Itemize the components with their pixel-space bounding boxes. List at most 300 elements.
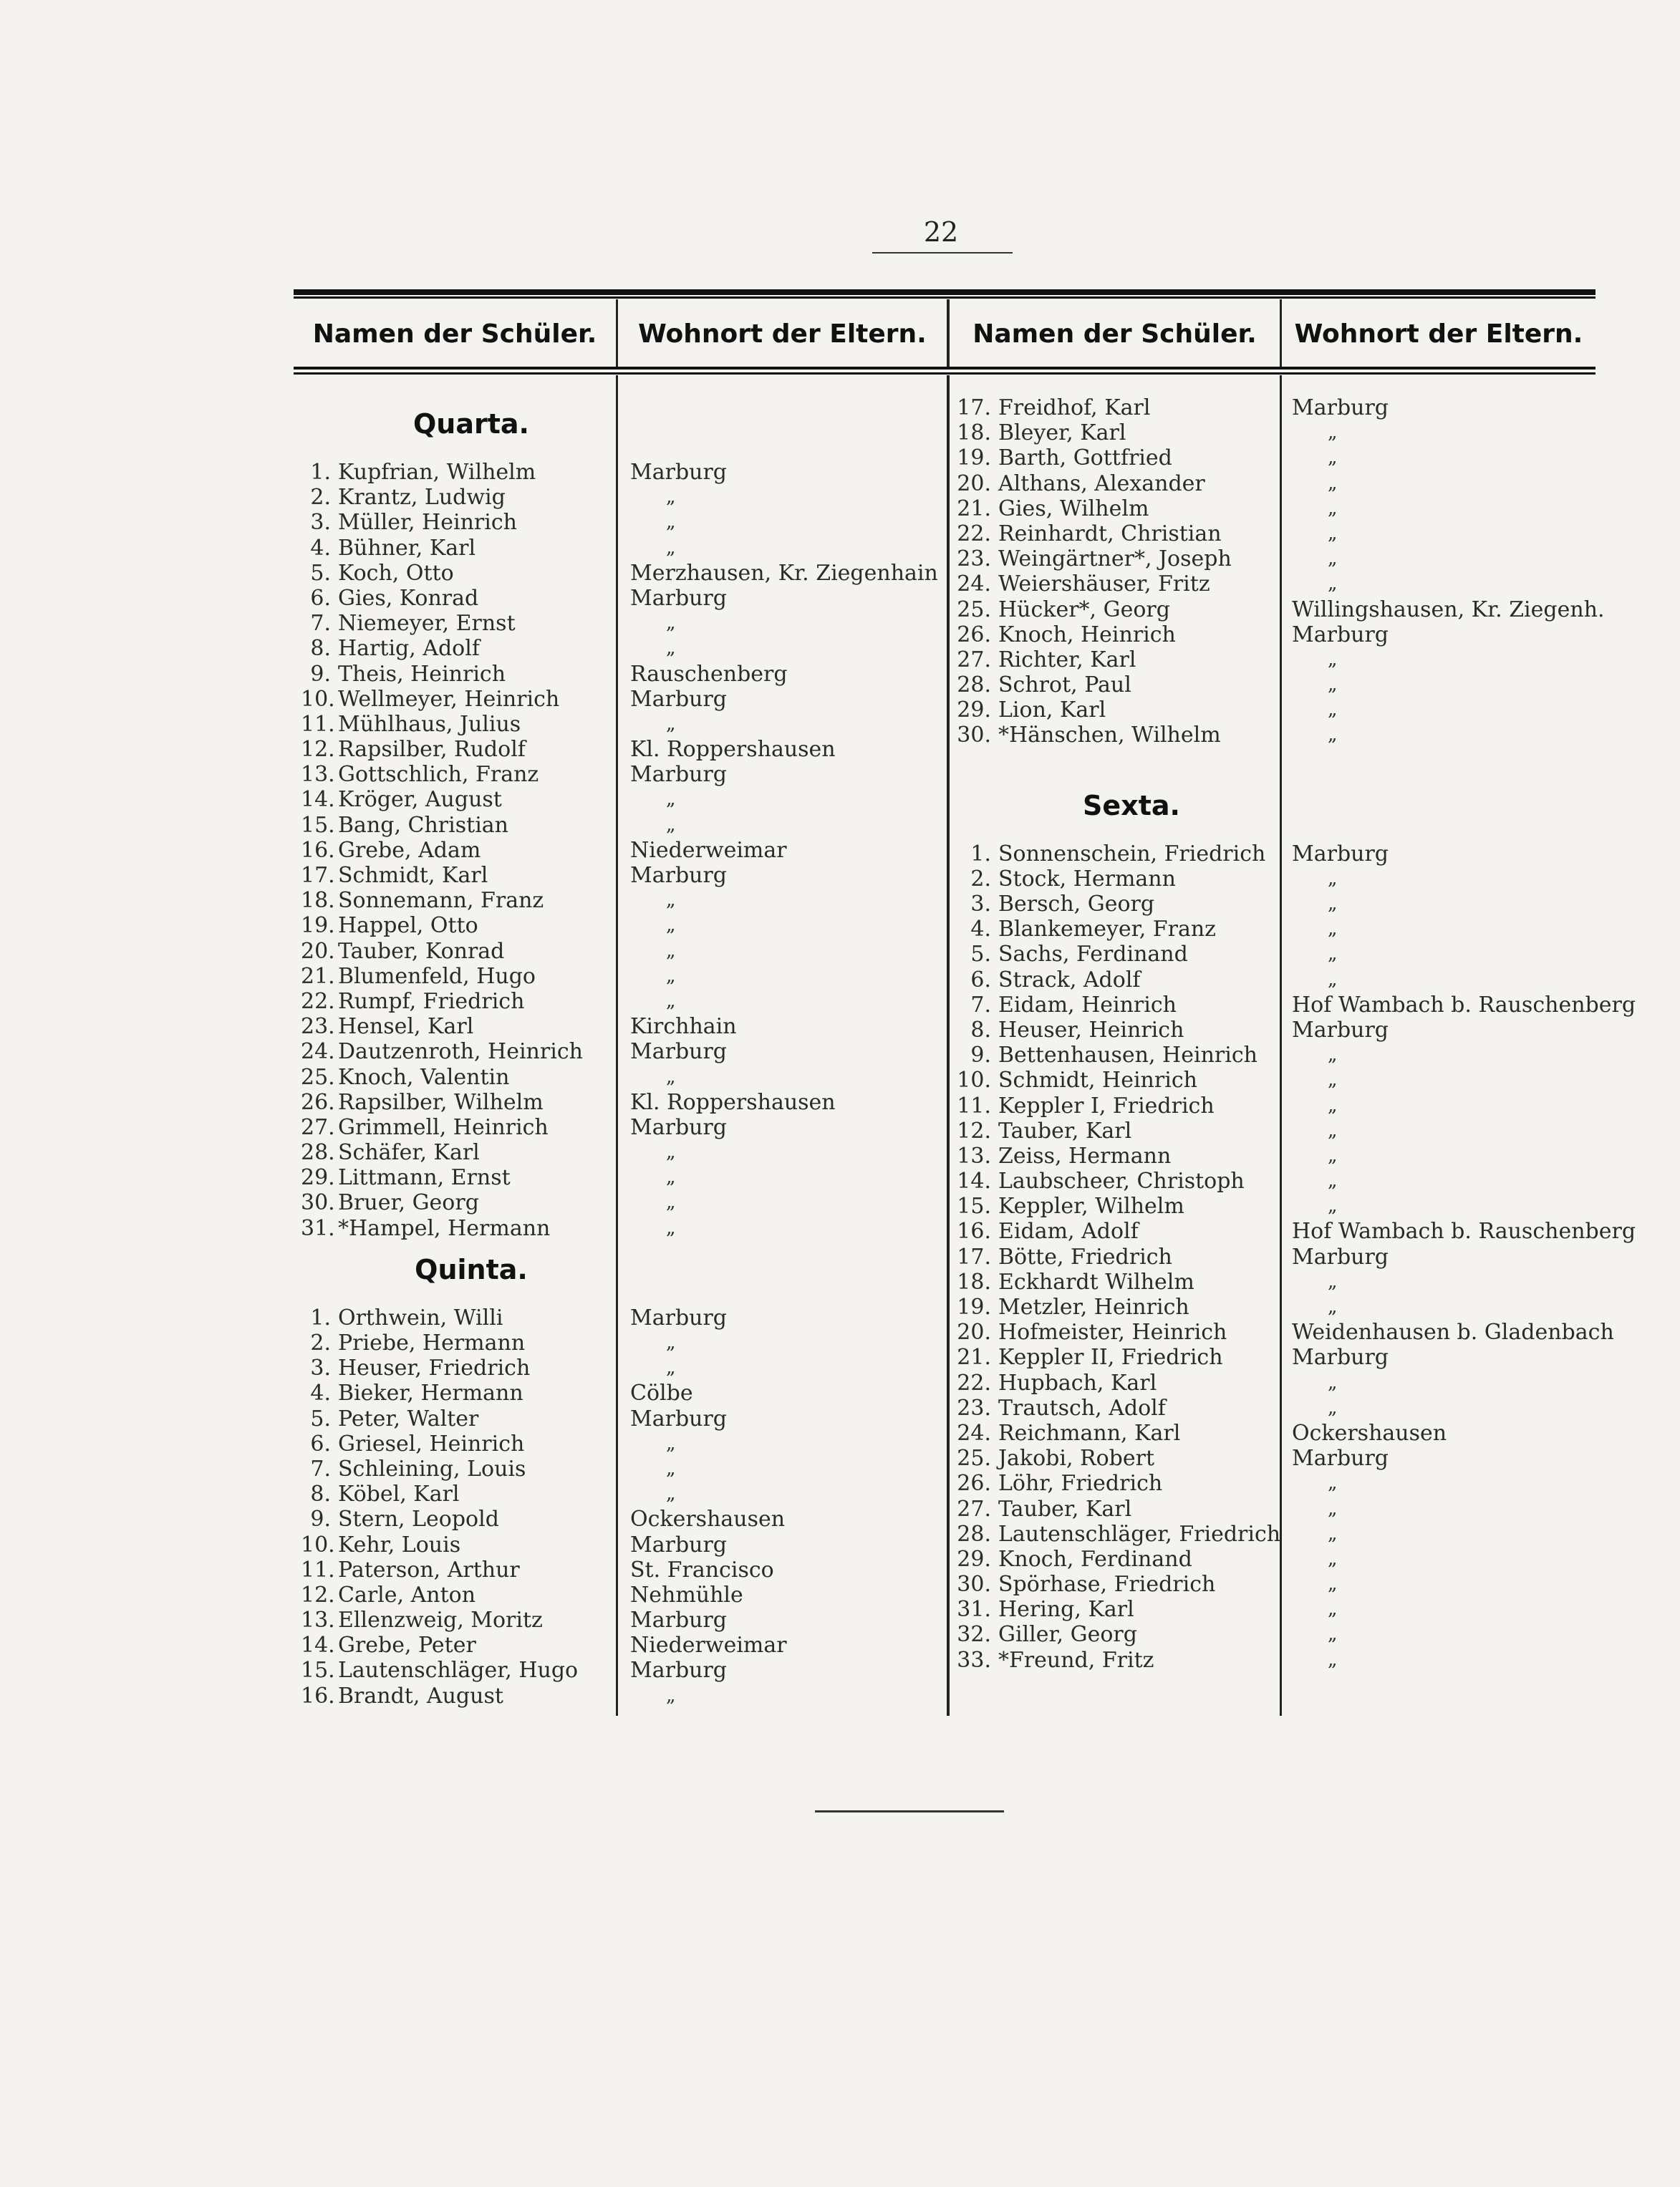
parent-residence: „ — [1328, 422, 1338, 444]
parent-residence: „ — [666, 1432, 676, 1454]
student-row — [301, 1140, 613, 1165]
student-number: 10. — [301, 686, 335, 712]
student-name: Blumenfeld, Hugo — [338, 963, 536, 989]
student-name: Carle, Anton — [338, 1582, 476, 1608]
student-name: Hartig, Adolf — [338, 636, 480, 662]
student-number: 25. — [301, 1064, 335, 1090]
student-number: 29. — [957, 697, 991, 723]
student-row — [955, 1572, 1279, 1597]
student-row — [301, 1432, 613, 1457]
student-number: 15. — [301, 812, 335, 838]
parent-residence: Willingshausen, Kr. Ziegenh. — [1292, 597, 1605, 622]
student-number: 8. — [970, 1017, 991, 1043]
student-number: 27. — [301, 1114, 335, 1140]
column-divider-center — [947, 375, 950, 1716]
student-name: Müller, Heinrich — [338, 510, 517, 536]
student-name: Trautsch, Adolf — [998, 1395, 1166, 1421]
student-row — [955, 1270, 1279, 1295]
student-number: 23. — [957, 1395, 991, 1421]
student-number: 1. — [310, 460, 331, 485]
student-row — [301, 1216, 613, 1241]
student-name: Bötte, Friedrich — [998, 1244, 1172, 1270]
student-number: 7. — [310, 611, 331, 637]
student-number: 15. — [957, 1194, 991, 1220]
student-row — [955, 1068, 1279, 1093]
left-names-column — [301, 395, 613, 1709]
student-row — [955, 1522, 1279, 1547]
parent-residence: Marburg — [630, 585, 728, 611]
student-name: Knoch, Heinrich — [998, 622, 1176, 647]
student-row — [301, 1583, 613, 1608]
parent-residence: „ — [666, 511, 676, 534]
student-row — [301, 561, 613, 586]
student-row — [955, 546, 1279, 571]
page-number-rule — [872, 252, 1013, 254]
student-row — [955, 1396, 1279, 1421]
student-number: 2. — [970, 866, 991, 892]
parent-residence: „ — [1328, 968, 1338, 990]
student-name: Lautenschläger, Friedrich — [998, 1521, 1281, 1547]
student-name: Priebe, Hermann — [338, 1331, 526, 1356]
student-name: Keppler II, Friedrich — [998, 1345, 1223, 1371]
parent-residence: „ — [1328, 1522, 1338, 1545]
student-name: Reinhardt, Christian — [998, 521, 1222, 546]
student-number: 21. — [957, 1345, 991, 1371]
student-name: Sachs, Ferdinand — [998, 942, 1188, 967]
parent-residence: „ — [1328, 1396, 1338, 1419]
student-name: Schleining, Louis — [338, 1456, 526, 1482]
student-number: 22. — [957, 521, 991, 546]
student-row — [955, 1547, 1279, 1572]
student-name: Spörhase, Friedrich — [998, 1572, 1216, 1598]
student-name: Eckhardt Wilhelm — [998, 1269, 1194, 1295]
student-row — [955, 1219, 1279, 1244]
student-row — [955, 395, 1279, 420]
parent-residence: Marburg — [630, 1406, 728, 1432]
student-name: Tauber, Konrad — [338, 938, 505, 964]
student-row — [955, 1295, 1279, 1320]
student-row — [301, 939, 613, 964]
student-name: Bühner, Karl — [338, 535, 476, 561]
student-number: 13. — [301, 762, 335, 788]
page-number: 22 — [923, 216, 959, 248]
parent-residence: „ — [1328, 1623, 1338, 1646]
student-name: Peter, Walter — [338, 1406, 479, 1432]
student-number: 31. — [301, 1215, 335, 1241]
student-number: 12. — [301, 1582, 335, 1608]
parent-residence: Marburg — [630, 460, 728, 485]
student-name: Lion, Karl — [998, 697, 1106, 723]
section-title-quarta: Quarta. — [413, 408, 529, 440]
student-row — [301, 813, 613, 838]
parent-residence: „ — [1328, 674, 1338, 696]
student-number: 23. — [301, 1014, 335, 1040]
parent-residence: „ — [1328, 1598, 1338, 1621]
student-row — [955, 1648, 1279, 1673]
student-row — [301, 1065, 613, 1090]
student-number: 11. — [301, 711, 335, 737]
parent-residence: „ — [1328, 648, 1338, 670]
parent-residence: Ockershausen — [630, 1507, 786, 1532]
student-number: 4. — [310, 535, 331, 561]
student-name: Sonnenschein, Friedrich — [998, 841, 1266, 866]
parent-residence: „ — [666, 914, 676, 937]
parent-residence: Marburg — [630, 1532, 728, 1558]
student-name: Hensel, Karl — [338, 1014, 474, 1040]
student-number: 29. — [957, 1546, 991, 1572]
student-number: 25. — [957, 1446, 991, 1472]
student-name: Heuser, Friedrich — [338, 1356, 531, 1381]
student-number: 3. — [310, 1356, 331, 1381]
parent-residence: Marburg — [630, 1114, 728, 1140]
student-name: Sonnemann, Franz — [338, 888, 544, 914]
student-number: 17. — [301, 863, 335, 888]
student-row — [301, 762, 613, 787]
student-number: 29. — [301, 1165, 335, 1191]
parent-residence: „ — [1328, 1270, 1338, 1293]
student-name: Bang, Christian — [338, 812, 508, 838]
student-number: 14. — [301, 1633, 335, 1659]
student-number: 14. — [301, 787, 335, 813]
student-name: Brandt, August — [338, 1683, 503, 1709]
student-number: 28. — [301, 1140, 335, 1166]
student-name: *Hänschen, Wilhelm — [998, 723, 1221, 748]
student-number: 11. — [301, 1557, 335, 1583]
student-name: Paterson, Arthur — [338, 1557, 520, 1583]
student-row — [955, 1446, 1279, 1471]
parent-residence: Weidenhausen b. Gladenbach — [1292, 1320, 1614, 1346]
parent-residence: Marburg — [1292, 622, 1389, 647]
student-number: 8. — [310, 1482, 331, 1507]
student-row — [955, 597, 1279, 622]
parent-residence: „ — [1328, 724, 1338, 746]
column-divider-center — [947, 299, 950, 367]
student-name: Ellenzweig, Moritz — [338, 1608, 543, 1633]
student-number: 12. — [957, 1118, 991, 1144]
student-row — [955, 1169, 1279, 1194]
parent-residence: Merzhausen, Kr. Ziegenhain — [630, 560, 938, 586]
parent-residence: Hof Wambach b. Rauschenberg — [1292, 992, 1636, 1018]
student-row — [955, 1194, 1279, 1219]
student-number: 20. — [301, 938, 335, 964]
parent-residence: „ — [666, 814, 676, 836]
parent-residence: Marburg — [630, 863, 728, 888]
parent-residence: „ — [1328, 1069, 1338, 1091]
student-row — [301, 888, 613, 913]
student-row — [301, 838, 613, 863]
parent-residence: „ — [1328, 573, 1338, 595]
parent-residence: „ — [1328, 1548, 1338, 1570]
student-number: 2. — [310, 1331, 331, 1356]
column-divider — [1280, 299, 1282, 367]
parent-residence: „ — [666, 965, 676, 987]
table-top-rule — [294, 289, 1595, 295]
student-row — [955, 1471, 1279, 1496]
student-row — [301, 787, 613, 812]
student-row — [301, 1331, 613, 1356]
student-row — [301, 1165, 613, 1190]
student-number: 2. — [310, 485, 331, 511]
student-number: 21. — [301, 963, 335, 989]
student-number: 1. — [970, 841, 991, 866]
parent-residence: „ — [1328, 447, 1338, 469]
student-name: Heuser, Heinrich — [998, 1017, 1184, 1043]
student-number: 13. — [301, 1608, 335, 1633]
student-row — [301, 460, 613, 485]
student-number: 16. — [957, 1219, 991, 1245]
parent-residence: „ — [1328, 1472, 1338, 1495]
student-name: Tauber, Karl — [998, 1496, 1132, 1522]
student-row — [955, 993, 1279, 1018]
student-number: 6. — [970, 967, 991, 993]
parent-residence: „ — [1328, 1195, 1338, 1217]
student-name: Stern, Leopold — [338, 1507, 499, 1532]
student-number: 13. — [957, 1143, 991, 1169]
student-row — [301, 1356, 613, 1381]
section-title-quinta: Quinta. — [415, 1253, 528, 1285]
student-row — [955, 521, 1279, 546]
student-name: Schmidt, Karl — [338, 863, 488, 888]
parent-residence: „ — [1328, 522, 1338, 544]
parent-residence: Marburg — [1292, 841, 1389, 866]
student-row — [301, 611, 613, 636]
student-name: Stock, Hermann — [998, 866, 1176, 892]
parent-residence: „ — [666, 889, 676, 912]
student-number: 8. — [310, 636, 331, 662]
parent-residence: „ — [666, 1141, 676, 1164]
student-row — [955, 942, 1279, 967]
student-number: 22. — [957, 1370, 991, 1396]
parent-residence: Niederweimar — [630, 1633, 787, 1659]
parent-residence: „ — [666, 1167, 676, 1189]
parent-residence: Kl. Roppershausen — [630, 737, 836, 763]
student-name: Strack, Adolf — [998, 967, 1141, 993]
student-row — [955, 1497, 1279, 1522]
student-number: 25. — [957, 597, 991, 622]
student-number: 3. — [310, 510, 331, 536]
student-number: 31. — [957, 1597, 991, 1623]
student-row — [301, 1014, 613, 1039]
student-row — [955, 1018, 1279, 1043]
student-row — [301, 1507, 613, 1532]
parent-residence: Marburg — [1292, 1017, 1389, 1043]
student-name: Krantz, Ludwig — [338, 485, 506, 511]
student-name: Gottschlich, Franz — [338, 762, 539, 788]
student-name: Niemeyer, Ernst — [338, 611, 516, 637]
parent-residence: „ — [666, 1217, 676, 1239]
student-row — [955, 622, 1279, 647]
student-name: Schrot, Paul — [998, 672, 1131, 698]
student-row — [955, 1144, 1279, 1169]
student-name: Barth, Gottfried — [998, 445, 1172, 471]
parent-residence: „ — [666, 1483, 676, 1505]
student-row — [301, 712, 613, 737]
student-row — [301, 1482, 613, 1507]
parent-residence: „ — [666, 1192, 676, 1214]
student-number: 17. — [957, 1244, 991, 1270]
parent-residence: Ockershausen — [1292, 1420, 1447, 1446]
student-name: Bleyer, Karl — [998, 420, 1126, 446]
student-name: Hofmeister, Heinrich — [998, 1320, 1227, 1346]
parent-residence: „ — [1328, 1144, 1338, 1167]
student-row — [955, 445, 1279, 470]
parent-residence: Nehmühle — [630, 1582, 743, 1608]
student-row — [301, 687, 613, 712]
student-number: 18. — [957, 420, 991, 446]
student-row — [301, 1305, 613, 1331]
parent-residence: „ — [666, 1357, 676, 1379]
student-row — [301, 1608, 613, 1633]
student-name: Lautenschläger, Hugo — [338, 1658, 579, 1684]
column-divider — [616, 375, 618, 1716]
parent-residence: St. Francisco — [630, 1557, 774, 1583]
header-bottom-rule-thin — [294, 372, 1595, 375]
student-number: 19. — [957, 1295, 991, 1320]
student-name: Griesel, Heinrich — [338, 1431, 525, 1457]
header-residence-left: Wohnort der Eltern. — [638, 319, 927, 349]
student-row — [955, 420, 1279, 445]
student-row — [955, 892, 1279, 917]
student-row — [301, 1190, 613, 1215]
student-number: 16. — [301, 837, 335, 863]
student-name: Zeiss, Hermann — [998, 1143, 1172, 1169]
student-number: 1. — [310, 1305, 331, 1331]
student-name: Löhr, Friedrich — [998, 1471, 1163, 1497]
student-name: Eidam, Heinrich — [998, 992, 1177, 1018]
student-name: Orthwein, Willi — [338, 1305, 503, 1331]
student-name: Metzler, Heinrich — [998, 1295, 1189, 1320]
student-number: 14. — [957, 1169, 991, 1194]
student-name: Grebe, Peter — [338, 1633, 476, 1659]
student-name: Gies, Konrad — [338, 585, 479, 611]
student-name: *Hampel, Hermann — [338, 1215, 551, 1241]
header-bottom-rule — [294, 367, 1595, 370]
student-row — [955, 723, 1279, 748]
student-number: 7. — [970, 992, 991, 1018]
student-row — [955, 1597, 1279, 1622]
student-number: 32. — [957, 1622, 991, 1648]
parent-residence: „ — [1328, 1044, 1338, 1066]
student-number: 33. — [957, 1647, 991, 1673]
student-row — [301, 1633, 613, 1658]
student-number: 10. — [957, 1068, 991, 1094]
student-name: Giller, Georg — [998, 1622, 1137, 1648]
parent-residence: „ — [666, 637, 676, 660]
student-row — [301, 1658, 613, 1683]
student-name: Keppler, Wilhelm — [998, 1194, 1184, 1220]
student-row — [301, 863, 613, 888]
student-row — [301, 964, 613, 989]
parent-residence: „ — [1328, 918, 1338, 940]
student-row — [301, 586, 613, 611]
student-name: Jakobi, Robert — [998, 1446, 1155, 1472]
column-divider — [616, 299, 618, 367]
student-name: Kröger, August — [338, 787, 502, 813]
student-row — [955, 496, 1279, 521]
student-row — [301, 1090, 613, 1115]
student-name: Laubscheer, Christoph — [998, 1169, 1245, 1194]
student-name: Eidam, Adolf — [998, 1219, 1139, 1245]
student-row — [301, 1684, 613, 1709]
student-name: Althans, Alexander — [998, 470, 1205, 496]
student-number: 16. — [301, 1683, 335, 1709]
student-name: Mühlhaus, Julius — [338, 711, 521, 737]
parent-residence: Niederweimar — [630, 837, 787, 863]
parent-residence: „ — [1328, 867, 1338, 889]
student-row — [955, 1345, 1279, 1370]
student-name: Schäfer, Karl — [338, 1140, 480, 1166]
student-name: Rapsilber, Wilhelm — [338, 1089, 544, 1115]
parent-residence: Kl. Roppershausen — [630, 1089, 836, 1115]
section-title-sexta: Sexta. — [1083, 789, 1180, 821]
student-number: 12. — [301, 737, 335, 763]
parent-residence: „ — [666, 1684, 676, 1706]
parent-residence: Marburg — [1292, 1446, 1389, 1472]
student-name: Theis, Heinrich — [338, 661, 506, 687]
student-number: 30. — [301, 1190, 335, 1216]
student-name: Freidhof, Karl — [998, 395, 1151, 420]
student-name: Keppler I, Friedrich — [998, 1093, 1215, 1119]
student-name: Gies, Wilhelm — [998, 496, 1149, 521]
student-name: Rapsilber, Rudolf — [338, 737, 526, 763]
parent-residence: „ — [1328, 893, 1338, 914]
parent-residence: Hof Wambach b. Rauschenberg — [1292, 1219, 1636, 1245]
parent-residence: Marburg — [1292, 1345, 1389, 1371]
student-name: Bieker, Hermann — [338, 1381, 523, 1406]
student-number: 24. — [957, 1420, 991, 1446]
student-row — [955, 841, 1279, 866]
parent-residence: „ — [666, 940, 676, 962]
student-number: 30. — [957, 1572, 991, 1598]
student-number: 22. — [301, 988, 335, 1014]
student-row — [955, 571, 1279, 597]
parent-residence: „ — [1328, 497, 1338, 519]
student-number: 5. — [310, 560, 331, 586]
student-row — [955, 1371, 1279, 1396]
parent-residence: „ — [1328, 1094, 1338, 1116]
student-row — [301, 1039, 613, 1064]
student-row — [955, 866, 1279, 892]
student-row — [955, 1622, 1279, 1647]
parent-residence: „ — [1328, 1170, 1338, 1192]
student-row — [955, 1119, 1279, 1144]
parent-residence: Marburg — [630, 1039, 728, 1065]
parent-residence: „ — [1328, 699, 1338, 721]
parent-residence: Marburg — [1292, 395, 1389, 420]
student-row — [955, 967, 1279, 993]
header-names-right: Namen der Schüler. — [972, 319, 1257, 349]
parent-residence: „ — [666, 713, 676, 735]
student-row — [955, 471, 1279, 496]
column-divider — [1280, 375, 1282, 1716]
student-row — [955, 917, 1279, 942]
student-number: 24. — [301, 1039, 335, 1065]
student-number: 6. — [310, 1431, 331, 1457]
parent-residence: „ — [666, 536, 676, 559]
student-name: Blankemeyer, Franz — [998, 917, 1216, 942]
student-number: 4. — [970, 917, 991, 942]
parent-residence: „ — [1328, 1296, 1338, 1318]
student-number: 18. — [957, 1269, 991, 1295]
parent-residence: „ — [1328, 1119, 1338, 1141]
student-row — [955, 1245, 1279, 1270]
student-row — [301, 510, 613, 535]
student-number: 20. — [957, 1320, 991, 1346]
student-number: 28. — [957, 672, 991, 698]
student-number: 7. — [310, 1456, 331, 1482]
student-name: Weingärtner*, Joseph — [998, 546, 1232, 572]
student-number: 4. — [310, 1381, 331, 1406]
